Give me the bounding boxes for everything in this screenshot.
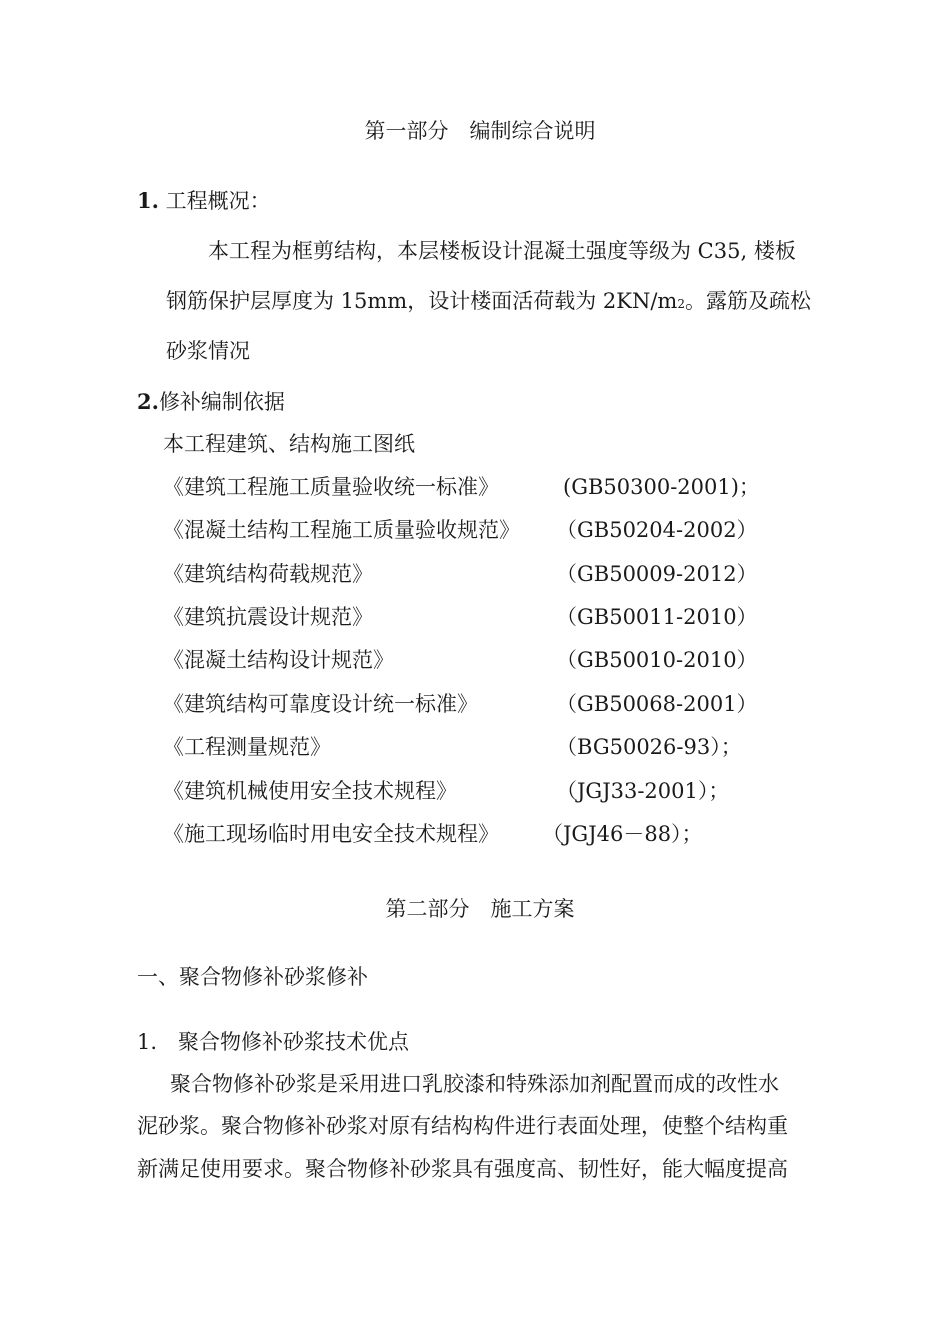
- part2-para-line2: 泥砂浆。聚合物修补砂浆对原有结构构件进行表面处理，使整个结构重: [137, 1114, 788, 1138]
- standard-name: 《建筑结构荷载规范》: [163, 562, 373, 586]
- section2-heading-text: 修补编制依据: [158, 390, 285, 414]
- standard-name: 《建筑机械使用安全技术规程》: [163, 779, 457, 803]
- section2-intro: 本工程建筑、结构施工图纸: [163, 432, 415, 456]
- standard-name: 《混凝土结构设计规范》: [163, 648, 394, 672]
- standard-code: （GB50204-2002）: [556, 518, 758, 542]
- section2-number: 2.: [137, 389, 159, 414]
- section1-number: 1.: [137, 188, 159, 213]
- standard-name: 《建筑抗震设计规范》: [163, 605, 373, 629]
- part2-title: 第二部分 施工方案: [385, 897, 575, 921]
- standard-name: 《建筑结构可靠度设计统一标准》: [163, 692, 478, 716]
- part2-sub-heading: 1. 聚合物修补砂浆技术优点: [137, 1030, 410, 1054]
- section1-para-line2: [166, 288, 811, 317]
- standard-name: 《混凝土结构工程施工质量验收规范》: [163, 518, 520, 542]
- part1-title: 第一部分 编制综合说明: [364, 119, 596, 143]
- section1-heading-text: 工程概况：: [165, 189, 271, 213]
- standard-code: （GB50010-2010）: [556, 648, 758, 672]
- section1-para-line3: 砂浆情况: [166, 339, 250, 363]
- part2-para-line1: 聚合物修补砂浆是采用进口乳胶漆和特殊添加剂配置而成的改性水: [170, 1072, 779, 1096]
- part2-section-heading: 一、聚合物修补砂浆修补: [137, 965, 368, 989]
- section1-para-line1: 本工程为框剪结构，本层楼板设计混凝土强度等级为 C35, 楼板: [208, 239, 796, 263]
- standard-name: 《建筑工程施工质量验收统一标准》: [163, 475, 499, 499]
- standard-code: （JGJ46－88）；: [542, 822, 703, 846]
- standard-name: 《施工现场临时用电安全技术规程》: [163, 822, 499, 846]
- section1-para-line2-pre: 钢筋保护层厚度为 15mm，设计楼面活荷载为 2KN/m: [166, 289, 678, 313]
- standard-name: 《工程测量规范》: [163, 735, 331, 759]
- standard-code: （GB50009-2012）: [556, 562, 758, 586]
- section1-heading: [137, 188, 271, 214]
- section1-para-line2-post: 。露筋及疏松: [684, 289, 811, 313]
- standard-code: (GB50300-2001)；: [563, 475, 760, 499]
- section2-heading: [137, 389, 285, 415]
- standard-code: （JGJ33-2001）；: [556, 779, 730, 803]
- part2-para-line3: 新满足使用要求。聚合物修补砂浆具有强度高、韧性好，能大幅度提高: [137, 1157, 788, 1181]
- standard-code: （BG50026-93）；: [556, 735, 742, 759]
- standard-code: （GB50068-2001）: [556, 692, 758, 716]
- superscript-2: 2: [677, 297, 685, 311]
- standard-code: （GB50011-2010）: [556, 605, 758, 629]
